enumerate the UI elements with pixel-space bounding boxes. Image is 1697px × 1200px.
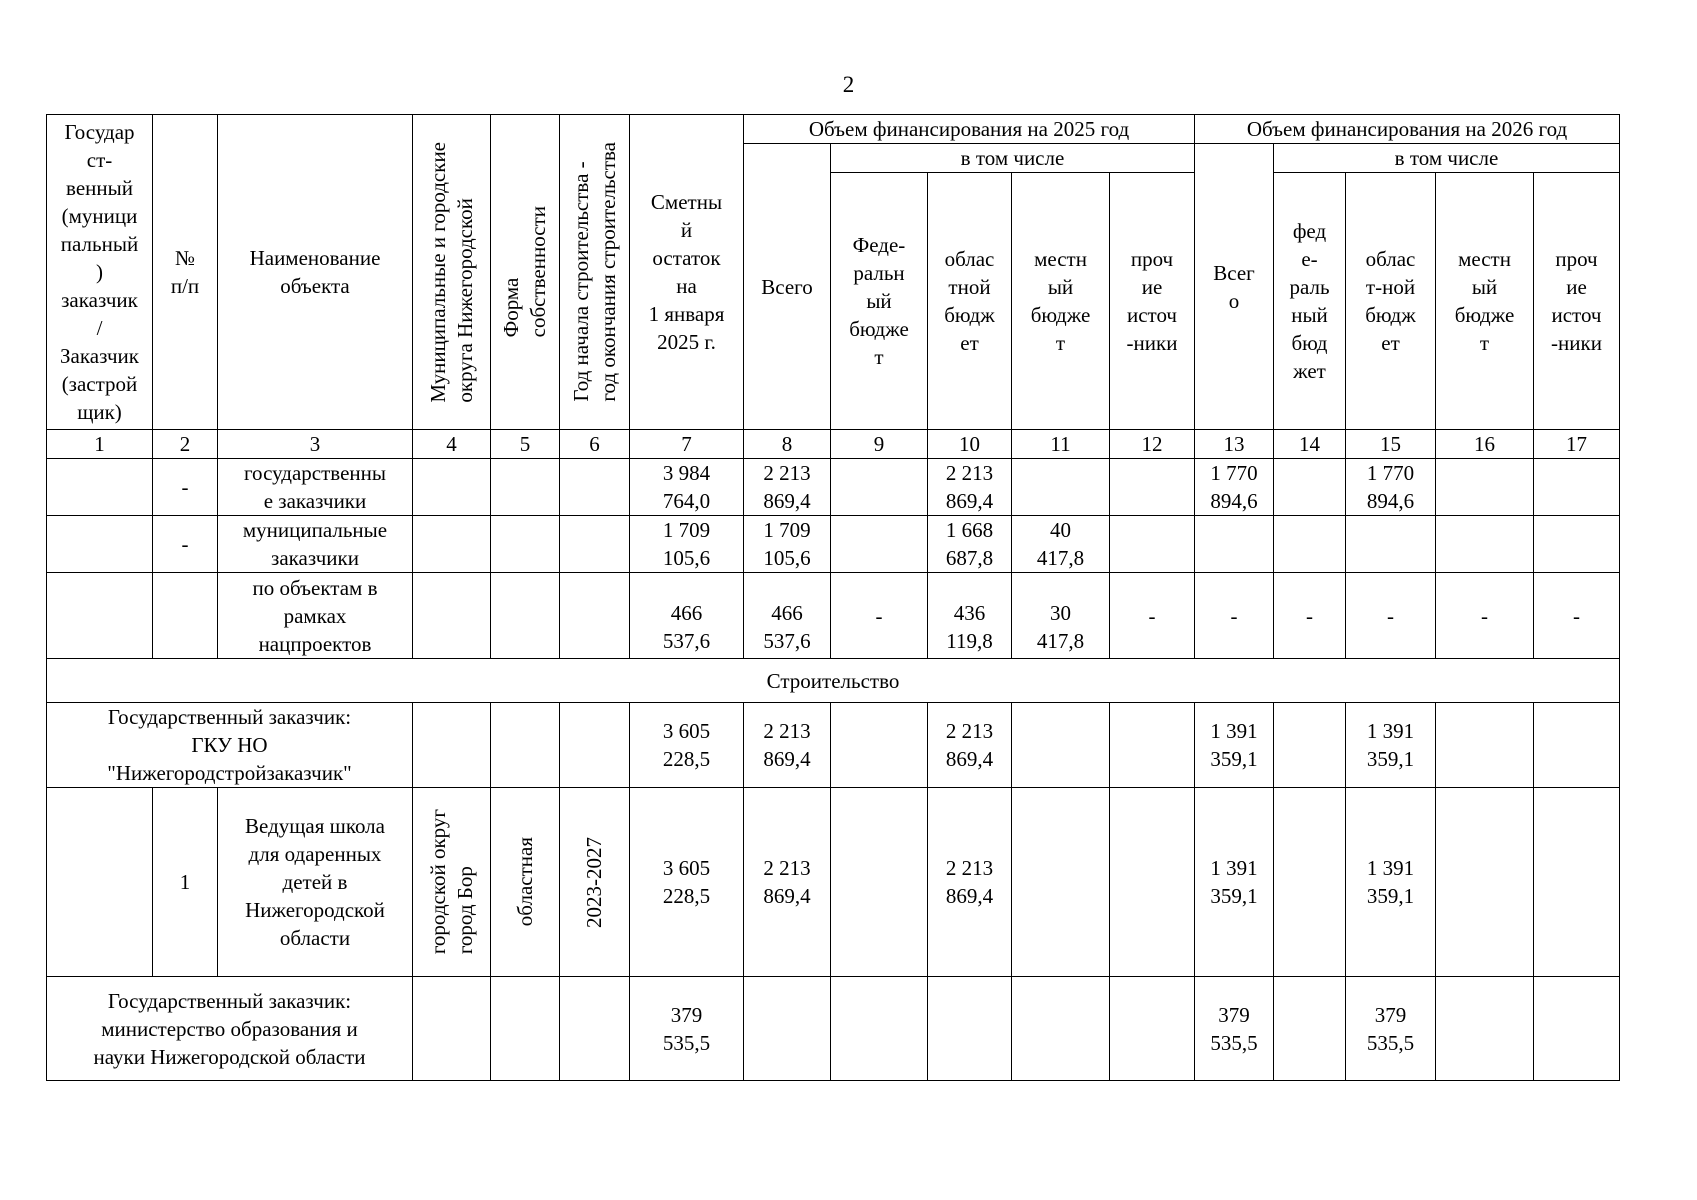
cell-total-2025: 466 537,6 (744, 573, 831, 659)
cell-empty (47, 788, 153, 977)
header-fed-2025: Феде- ральн ый бюдже т (831, 173, 928, 430)
header-oth-2025: проч ие источ -ники (1110, 173, 1195, 430)
cell-empty (1274, 516, 1346, 573)
cell-years-text: 2023-2027 (582, 836, 606, 928)
cell-name: государственны е заказчики (218, 459, 413, 516)
cell-estimate: 1 709 105,6 (630, 516, 744, 573)
cell-empty (1436, 703, 1534, 788)
cell-empty (1110, 788, 1195, 977)
cell-empty (744, 977, 831, 1081)
cell-empty (491, 977, 560, 1081)
cell-years (560, 788, 630, 977)
col-number: 11 (1012, 430, 1110, 459)
header-ownership-text: Форма собственности (499, 206, 550, 338)
cell-empty (1534, 516, 1620, 573)
page-number: 2 (842, 72, 855, 97)
header-district-text: Муниципальные и городские округа Нижегородской (425, 141, 477, 403)
header-num: № п/п (153, 115, 218, 430)
cell-district-text: городской округ город Бор (425, 809, 477, 955)
cell-num: - (153, 516, 218, 573)
col-number: 9 (831, 430, 928, 459)
financing-table (46, 114, 1620, 1081)
cell-reg-2026: 1 770 894,6 (1346, 459, 1436, 516)
header-oth-2026: проч ие источ -ники (1534, 173, 1620, 430)
cell-empty (1534, 788, 1620, 977)
cell-empty (1274, 703, 1346, 788)
cell-empty (1012, 788, 1110, 977)
cell-empty (153, 573, 218, 659)
table-row-gku (47, 703, 1620, 788)
cell-empty (831, 703, 928, 788)
cell-reg-2025: 436 119,8 (928, 573, 1012, 659)
cell-empty (413, 573, 491, 659)
cell-empty (1195, 516, 1274, 573)
cell-empty (1436, 516, 1534, 573)
cell-empty (928, 977, 1012, 1081)
header-loc-2026: местн ый бюдже т (1436, 173, 1534, 430)
table-row-municipal-customers (47, 516, 1620, 573)
header-name: Наименование объекта (218, 115, 413, 430)
cell-empty (491, 573, 560, 659)
col-number: 15 (1346, 430, 1436, 459)
cell-empty (1012, 703, 1110, 788)
table-row-natprojects (47, 573, 1620, 659)
cell-total-2026: 379 535,5 (1195, 977, 1274, 1081)
cell-empty (491, 703, 560, 788)
cell-name: муниципальные заказчики (218, 516, 413, 573)
table-row-school (47, 788, 1620, 977)
cell-empty (1012, 459, 1110, 516)
col-number: 12 (1110, 430, 1195, 459)
header-fed-2026: фед е- раль ный бюд жет (1274, 173, 1346, 430)
header-district (413, 115, 491, 430)
cell-estimate: 3 605 228,5 (630, 703, 744, 788)
cell-empty (1436, 459, 1534, 516)
col-number: 1 (47, 430, 153, 459)
cell-reg-2026: 1 391 359,1 (1346, 703, 1436, 788)
cell-empty (1436, 977, 1534, 1081)
cell-empty (831, 977, 928, 1081)
header-reg-2025: облас тной бюдж ет (928, 173, 1012, 430)
cell-empty (413, 516, 491, 573)
cell-oth-2026: - (1534, 573, 1620, 659)
cell-estimate: 3 984 764,0 (630, 459, 744, 516)
cell-oth-2025: - (1110, 573, 1195, 659)
header-incl-2025: в том числе (831, 144, 1195, 173)
cell-reg-2026: 1 391 359,1 (1346, 788, 1436, 977)
cell-empty (1110, 516, 1195, 573)
cell-reg-2026: 379 535,5 (1346, 977, 1436, 1081)
header-years-text: Год начала строительства - год окончания строительства (568, 142, 620, 402)
cell-empty (560, 573, 630, 659)
cell-empty (831, 516, 928, 573)
cell-reg-2026: - (1346, 573, 1436, 659)
cell-empty (560, 516, 630, 573)
header-estimate: Сметны й остаток на 1 января 2025 г. (630, 115, 744, 430)
cell-fed-2026: - (1274, 573, 1346, 659)
cell-empty (413, 703, 491, 788)
cell-empty (1110, 459, 1195, 516)
cell-total-2025: 1 709 105,6 (744, 516, 831, 573)
header-years (560, 115, 630, 430)
cell-estimate: 3 605 228,5 (630, 788, 744, 977)
cell-empty (560, 977, 630, 1081)
cell-empty (831, 459, 928, 516)
cell-empty (47, 459, 153, 516)
header-fin-2025: Объем финансирования на 2025 год (744, 115, 1195, 144)
cell-empty (1436, 788, 1534, 977)
cell-empty (413, 977, 491, 1081)
cell-fed-2025: - (831, 573, 928, 659)
cell-reg-2025: 2 213 869,4 (928, 788, 1012, 977)
col-number: 16 (1436, 430, 1534, 459)
cell-empty (1534, 703, 1620, 788)
cell-estimate: 466 537,6 (630, 573, 744, 659)
cell-empty (1274, 977, 1346, 1081)
cell-empty (1274, 459, 1346, 516)
cell-empty (560, 703, 630, 788)
col-number: 14 (1274, 430, 1346, 459)
header-total-2026: Всег о (1195, 144, 1274, 430)
cell-loc-2026: - (1436, 573, 1534, 659)
cell-num: - (153, 459, 218, 516)
cell-empty (560, 459, 630, 516)
cell-name: по объектам в рамках нацпроектов (218, 573, 413, 659)
cell-total-2025: 2 213 869,4 (744, 703, 831, 788)
cell-total-2026: 1 391 359,1 (1195, 703, 1274, 788)
cell-reg-2025: 1 668 687,8 (928, 516, 1012, 573)
cell-empty (1110, 977, 1195, 1081)
cell-loc-2025: 40 417,8 (1012, 516, 1110, 573)
cell-empty (47, 516, 153, 573)
column-numbers-row (47, 430, 1620, 459)
cell-ownership (491, 788, 560, 977)
cell-ownership-text: областная (512, 837, 537, 927)
cell-total-2026: 1 770 894,6 (1195, 459, 1274, 516)
col-number: 2 (153, 430, 218, 459)
cell-empty (413, 459, 491, 516)
cell-num: 1 (153, 788, 218, 977)
col-number: 8 (744, 430, 831, 459)
cell-empty (831, 788, 928, 977)
cell-customer: Государственный заказчик: министерство образования и науки Нижегородской области (47, 977, 413, 1081)
col-number: 17 (1534, 430, 1620, 459)
cell-name: Ведущая школа для одаренных детей в Нижегородской области (218, 788, 413, 977)
col-number: 7 (630, 430, 744, 459)
header-ownership (491, 115, 560, 430)
header-fin-2026: Объем финансирования на 2026 год (1195, 115, 1620, 144)
cell-customer: Государственный заказчик: ГКУ НО "Нижегородстройзаказчик" (47, 703, 413, 788)
header-loc-2025: местн ый бюдже т (1012, 173, 1110, 430)
cell-empty (1534, 977, 1620, 1081)
cell-empty (1346, 516, 1436, 573)
col-number: 4 (413, 430, 491, 459)
col-number: 3 (218, 430, 413, 459)
cell-empty (1274, 788, 1346, 977)
cell-empty (491, 516, 560, 573)
header-total-2025: Всего (744, 144, 831, 430)
cell-reg-2025: 2 213 869,4 (928, 459, 1012, 516)
cell-estimate: 379 535,5 (630, 977, 744, 1081)
cell-reg-2025: 2 213 869,4 (928, 703, 1012, 788)
col-number: 13 (1195, 430, 1274, 459)
cell-loc-2025: 30 417,8 (1012, 573, 1110, 659)
cell-empty (1534, 459, 1620, 516)
cell-total-2026: 1 391 359,1 (1195, 788, 1274, 977)
cell-total-2026: - (1195, 573, 1274, 659)
header-customer: Государ ст- венный (муници пальный ) заказчик / Заказчик (застрой щик) (47, 115, 153, 430)
table-row-state-customers (47, 459, 1620, 516)
cell-total-2025: 2 213 869,4 (744, 788, 831, 977)
col-number: 6 (560, 430, 630, 459)
table-row-ministry (47, 977, 1620, 1081)
col-number: 10 (928, 430, 1012, 459)
cell-empty (1110, 703, 1195, 788)
header-incl-2026: в том числе (1274, 144, 1620, 173)
cell-empty (491, 459, 560, 516)
section-row (47, 659, 1620, 703)
section-title: Строительство (47, 659, 1620, 703)
cell-district (413, 788, 491, 977)
cell-total-2025: 2 213 869,4 (744, 459, 831, 516)
cell-empty (47, 573, 153, 659)
col-number: 5 (491, 430, 560, 459)
header-reg-2026: облас т-ной бюдж ет (1346, 173, 1436, 430)
cell-empty (1012, 977, 1110, 1081)
